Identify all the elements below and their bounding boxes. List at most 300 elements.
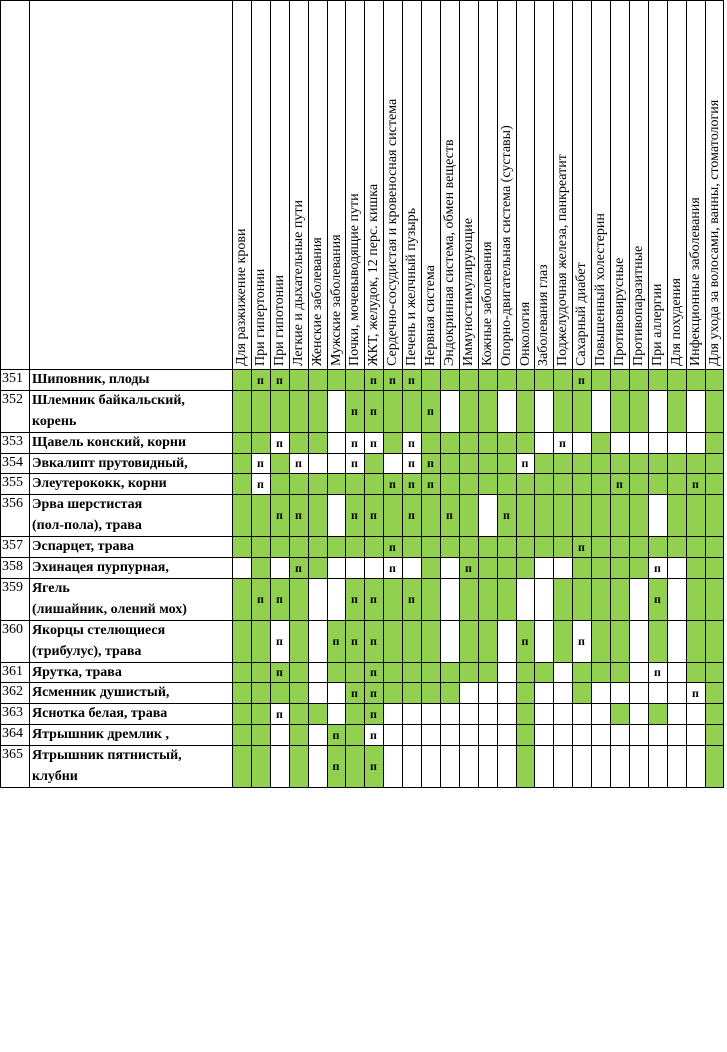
table-cell	[383, 703, 402, 724]
table-cell	[591, 682, 610, 703]
indication-mark: п	[578, 372, 585, 387]
indication-mark: п	[351, 634, 358, 648]
table-cell	[553, 390, 572, 432]
indication-mark: п	[408, 476, 415, 491]
indication-mark: п	[427, 476, 434, 491]
table-cell	[478, 620, 497, 662]
table-cell	[327, 682, 345, 703]
table-cell	[667, 578, 686, 620]
table-cell	[308, 453, 327, 473]
table-cell	[270, 745, 289, 787]
table-cell	[327, 369, 345, 390]
grid-line	[421, 0, 422, 788]
table-cell	[667, 453, 686, 473]
indication-mark: п	[503, 508, 510, 522]
indication-mark: п	[654, 592, 661, 606]
indication-mark: п	[370, 665, 377, 679]
table-cell	[421, 432, 440, 453]
table-cell	[516, 473, 534, 494]
table-cell	[289, 662, 308, 682]
table-cell	[591, 453, 610, 473]
table-cell	[591, 473, 610, 494]
table-cell	[383, 453, 402, 473]
table-cell	[421, 620, 440, 662]
table-cell	[516, 682, 534, 703]
row-number: 363	[2, 705, 23, 720]
indication-mark: п	[408, 435, 415, 450]
table-cell	[270, 473, 289, 494]
table-cell	[572, 703, 591, 724]
grid-line	[553, 0, 554, 788]
table-cell	[478, 453, 497, 473]
indication-mark: п	[370, 372, 377, 387]
table-cell	[553, 557, 572, 578]
table-cell	[308, 662, 327, 682]
grid-line	[440, 0, 441, 788]
herb-name: Яснотка белая, трава	[32, 706, 168, 721]
table-cell	[705, 432, 723, 453]
table-cell	[610, 745, 629, 787]
table-cell	[308, 390, 327, 432]
row-number: 357	[2, 538, 23, 553]
table-cell	[629, 662, 648, 682]
indication-mark: п	[276, 435, 283, 450]
herb-name: Якорцы стелющиеся	[32, 623, 166, 638]
row-number: 355	[2, 475, 23, 490]
table-cell	[270, 682, 289, 703]
table-cell	[667, 703, 686, 724]
table-cell	[289, 745, 308, 787]
table-cell	[383, 745, 402, 787]
indication-mark: п	[370, 508, 377, 522]
table-cell	[572, 557, 591, 578]
column-header: При аллергии	[650, 283, 665, 366]
indication-mark: п	[351, 435, 358, 450]
table-cell	[308, 703, 327, 724]
table-cell	[648, 369, 667, 390]
table-cell	[478, 745, 497, 787]
column-header: Печень и желчный пузырь	[404, 207, 419, 366]
table-cell	[497, 390, 516, 432]
table-cell	[232, 682, 251, 703]
table-cell	[251, 745, 270, 787]
table-cell	[572, 473, 591, 494]
grid-line	[345, 0, 346, 788]
herb-name: Шиповник, плоды	[32, 372, 150, 387]
grid-line	[497, 0, 498, 788]
grid-line	[534, 0, 535, 788]
grid-line	[705, 0, 706, 788]
grid-line	[572, 0, 573, 788]
table-cell	[686, 745, 705, 787]
herb-name: Ягель	[32, 581, 70, 596]
table-cell	[402, 536, 421, 557]
table-cell	[686, 557, 705, 578]
table-cell	[667, 682, 686, 703]
table-cell	[327, 473, 345, 494]
row-number: 359	[2, 580, 23, 595]
table-cell	[648, 432, 667, 453]
table-cell	[534, 557, 553, 578]
table-cell	[648, 390, 667, 432]
table-cell	[478, 369, 497, 390]
table-cell	[610, 453, 629, 473]
herb-name: Ярутка, трава	[32, 665, 122, 680]
table-cell	[440, 682, 459, 703]
table-cell	[686, 453, 705, 473]
table-cell	[327, 578, 345, 620]
row-number: 364	[2, 726, 23, 741]
herb-name: Эспарцет, трава	[32, 539, 135, 554]
table-cell	[440, 745, 459, 787]
column-header: Эндокринная система, обмен веществ	[442, 139, 457, 366]
row-number: 360	[2, 622, 23, 637]
table-cell	[327, 557, 345, 578]
grid-line	[0, 432, 724, 433]
table-cell	[497, 620, 516, 662]
indication-mark: п	[654, 665, 661, 679]
table-cell	[629, 620, 648, 662]
column-header: Нервная система	[423, 265, 438, 366]
indication-mark: п	[276, 508, 283, 522]
table-cell	[610, 390, 629, 432]
table-cell	[591, 432, 610, 453]
table-cell	[251, 390, 270, 432]
table-cell	[345, 536, 364, 557]
table-cell	[289, 369, 308, 390]
table-cell	[686, 536, 705, 557]
table-cell	[553, 724, 572, 745]
table-cell	[497, 578, 516, 620]
indication-mark: п	[351, 685, 358, 700]
indication-mark: п	[692, 476, 699, 491]
table-cell	[572, 453, 591, 473]
table-cell	[232, 432, 251, 453]
table-cell	[705, 369, 723, 390]
table-cell	[705, 494, 723, 536]
table-cell	[440, 369, 459, 390]
table-cell	[629, 473, 648, 494]
table-cell	[232, 745, 251, 787]
table-cell	[270, 536, 289, 557]
table-cell	[553, 536, 572, 557]
table-cell	[459, 453, 478, 473]
table-cell	[591, 494, 610, 536]
table-cell	[478, 536, 497, 557]
indication-mark: п	[276, 634, 283, 648]
table-cell	[402, 390, 421, 432]
indication-mark: п	[408, 372, 415, 387]
table-cell	[251, 724, 270, 745]
indication-mark: п	[521, 634, 529, 648]
column-header: Опорно-двигательная система (суставы)	[499, 125, 514, 366]
table-cell	[232, 536, 251, 557]
table-cell	[497, 745, 516, 787]
table-cell	[591, 557, 610, 578]
table-cell	[421, 536, 440, 557]
table-cell	[364, 557, 383, 578]
table-cell	[610, 369, 629, 390]
table-cell	[591, 703, 610, 724]
table-cell	[421, 662, 440, 682]
grid-line	[0, 620, 724, 621]
grid-line	[0, 536, 724, 537]
grid-line	[0, 724, 724, 725]
table-cell	[289, 703, 308, 724]
table-cell	[686, 432, 705, 453]
table-cell	[686, 494, 705, 536]
table-cell	[534, 682, 553, 703]
table-cell	[345, 703, 364, 724]
row-number: 358	[2, 559, 23, 574]
table-cell	[251, 662, 270, 682]
table-cell	[440, 724, 459, 745]
table-cell	[289, 432, 308, 453]
table-cell	[478, 682, 497, 703]
grid-line	[723, 0, 724, 788]
table-cell	[327, 390, 345, 432]
table-cell	[459, 703, 478, 724]
table-cell	[440, 432, 459, 453]
table-cell	[289, 536, 308, 557]
table-cell	[497, 453, 516, 473]
indication-mark: п	[257, 372, 264, 387]
table-cell	[308, 745, 327, 787]
row-number: 353	[2, 434, 23, 449]
table-cell	[440, 703, 459, 724]
table-cell	[440, 620, 459, 662]
grid-line	[478, 0, 479, 788]
table-cell	[383, 662, 402, 682]
table-cell	[497, 724, 516, 745]
column-header: ЖКТ, желудок, 12 перс. кишка	[366, 183, 381, 366]
table-cell	[383, 578, 402, 620]
table-cell	[610, 557, 629, 578]
table-cell	[610, 703, 629, 724]
indication-mark: п	[578, 539, 585, 554]
table-cell	[705, 536, 723, 557]
table-cell	[686, 578, 705, 620]
table-cell	[440, 578, 459, 620]
column-header: При гипертонии	[253, 268, 268, 366]
table-cell	[629, 536, 648, 557]
table-cell	[459, 536, 478, 557]
indication-mark: п	[370, 759, 377, 773]
table-cell	[402, 745, 421, 787]
grid-line	[364, 0, 365, 788]
indication-mark: п	[408, 508, 415, 522]
grid-line	[591, 0, 592, 788]
table-cell	[667, 369, 686, 390]
indication-mark: п	[389, 476, 396, 491]
table-cell	[667, 473, 686, 494]
column-header: Для похудения	[669, 278, 684, 366]
table-cell	[232, 703, 251, 724]
table-cell	[327, 662, 345, 682]
indication-mark: п	[389, 539, 396, 554]
column-header: Поджелудочная железа, панкреатит	[555, 154, 570, 366]
table-cell	[553, 494, 572, 536]
table-cell	[308, 473, 327, 494]
indication-mark: п	[370, 435, 377, 450]
table-cell	[345, 662, 364, 682]
table-cell	[534, 703, 553, 724]
table-cell	[440, 557, 459, 578]
indication-mark: п	[332, 727, 340, 742]
table-cell	[497, 662, 516, 682]
table-cell	[686, 662, 705, 682]
indication-mark: п	[276, 592, 283, 606]
row-number: 352	[2, 392, 23, 407]
table-cell	[610, 620, 629, 662]
indication-mark: п	[257, 592, 264, 606]
table-cell	[648, 453, 667, 473]
herb-name: Эхинацея пурпурная,	[32, 560, 169, 575]
table-cell	[232, 578, 251, 620]
table-cell	[402, 682, 421, 703]
grid-line	[232, 0, 233, 788]
table-cell	[232, 369, 251, 390]
herb-name: клубни	[32, 768, 78, 784]
table-cell	[345, 557, 364, 578]
table-cell	[421, 578, 440, 620]
grid-line	[0, 369, 724, 370]
indication-mark: п	[559, 435, 566, 450]
indication-mark: п	[351, 592, 358, 606]
table-cell	[534, 662, 553, 682]
table-cell	[629, 494, 648, 536]
herb-name: Эвкалипт прутовидный,	[32, 456, 188, 471]
table-cell	[497, 557, 516, 578]
herb-name: Элеутерококк, корни	[32, 476, 167, 491]
grid-line	[0, 703, 724, 704]
row-number: 356	[2, 496, 23, 511]
column-header: Сердечно-сосудистая и кровеносная система	[385, 98, 400, 366]
indication-mark: п	[295, 508, 302, 522]
table-cell	[686, 620, 705, 662]
table-cell	[553, 473, 572, 494]
table-cell	[459, 620, 478, 662]
table-cell	[440, 473, 459, 494]
table-cell	[648, 703, 667, 724]
table-cell	[648, 494, 667, 536]
table-cell	[553, 662, 572, 682]
table-cell	[497, 536, 516, 557]
table-cell	[308, 724, 327, 745]
table-cell	[289, 724, 308, 745]
table-cell	[705, 453, 723, 473]
table-cell	[705, 620, 723, 662]
column-header: Легкие и дыхательные пути	[291, 200, 306, 366]
indication-mark: п	[370, 634, 377, 648]
table-cell	[497, 432, 516, 453]
table-cell	[232, 724, 251, 745]
table-cell	[534, 494, 553, 536]
table-cell	[327, 432, 345, 453]
table-cell	[478, 662, 497, 682]
indication-mark: п	[276, 665, 283, 679]
grid-line	[308, 0, 309, 788]
indication-mark: п	[389, 560, 396, 575]
table-cell	[383, 682, 402, 703]
indication-mark: п	[257, 456, 264, 470]
table-cell	[553, 620, 572, 662]
row-number: 351	[2, 371, 23, 386]
grid-line	[516, 0, 517, 788]
table-cell	[478, 494, 497, 536]
table-cell	[705, 662, 723, 682]
table-cell	[289, 682, 308, 703]
indication-mark: п	[276, 706, 283, 721]
table-cell	[402, 724, 421, 745]
table-cell	[686, 724, 705, 745]
table-cell	[308, 432, 327, 453]
grid-line	[0, 0, 1, 788]
table-cell	[421, 494, 440, 536]
table-cell	[308, 369, 327, 390]
table-cell	[251, 620, 270, 662]
table-cell	[251, 432, 270, 453]
table-cell	[232, 662, 251, 682]
table-cell	[705, 473, 723, 494]
table-cell	[232, 473, 251, 494]
grid-line	[0, 662, 724, 663]
indication-mark: п	[389, 372, 396, 387]
table-cell	[251, 494, 270, 536]
grid-line	[610, 0, 611, 788]
table-cell	[610, 682, 629, 703]
table-cell	[629, 745, 648, 787]
table-cell	[667, 745, 686, 787]
table-cell	[421, 745, 440, 787]
grid-line	[648, 0, 649, 788]
indication-mark: п	[351, 404, 358, 418]
table-cell	[629, 390, 648, 432]
table-cell	[383, 432, 402, 453]
row-number: 362	[2, 684, 23, 699]
indication-mark: п	[654, 560, 661, 575]
table-cell	[705, 390, 723, 432]
table-cell	[478, 703, 497, 724]
column-header: Почки, мочевыводящие пути	[347, 193, 362, 366]
row-number: 365	[2, 747, 23, 762]
grid-line	[0, 390, 724, 391]
grid-line	[0, 494, 724, 495]
table-cell	[497, 703, 516, 724]
herb-name: Эрва шерстистая	[32, 497, 143, 512]
column-header: Кожные заболевания	[480, 241, 495, 366]
table-cell	[345, 369, 364, 390]
table-cell	[478, 390, 497, 432]
table-cell	[534, 745, 553, 787]
indication-mark: п	[332, 634, 340, 648]
table-cell	[516, 578, 534, 620]
table-cell	[516, 390, 534, 432]
table-cell	[534, 390, 553, 432]
table-cell	[648, 745, 667, 787]
table-cell	[534, 369, 553, 390]
grid-line	[251, 0, 252, 788]
table-cell	[705, 682, 723, 703]
table-cell	[534, 620, 553, 662]
table-cell	[440, 536, 459, 557]
table-cell	[629, 432, 648, 453]
table-cell	[667, 724, 686, 745]
indication-mark: п	[351, 508, 358, 522]
indication-mark: п	[408, 456, 415, 470]
table-cell	[440, 662, 459, 682]
table-cell	[516, 432, 534, 453]
